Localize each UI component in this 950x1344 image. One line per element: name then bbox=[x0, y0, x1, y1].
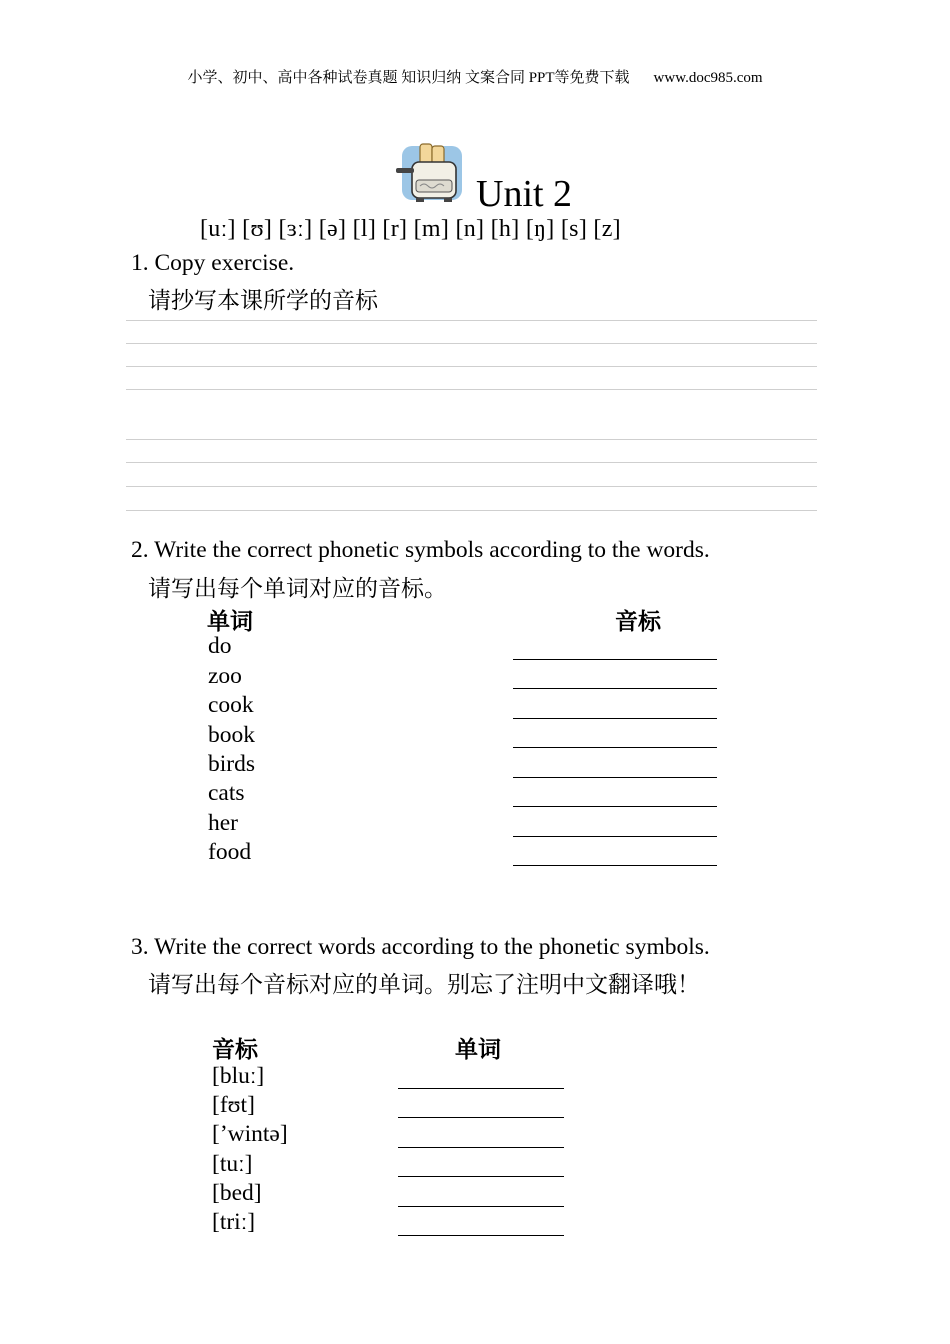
answer-blank[interactable] bbox=[513, 836, 717, 837]
writing-line bbox=[126, 486, 817, 487]
section3-symbol-column-header: 音标 bbox=[212, 1037, 258, 1063]
answer-blank[interactable] bbox=[398, 1176, 564, 1177]
page-header bbox=[0, 66, 950, 87]
section2-instruction: 请写出每个单词对应的音标。 bbox=[148, 576, 447, 602]
section1-heading: 1. Copy exercise. bbox=[131, 250, 295, 276]
unit-title: Unit 2 bbox=[476, 173, 573, 215]
answer-blank[interactable] bbox=[398, 1235, 564, 1236]
section2-heading: 2. Write the correct phonetic symbols according to the words. bbox=[131, 537, 710, 563]
answer-blank[interactable] bbox=[513, 659, 717, 660]
answer-blank[interactable] bbox=[398, 1088, 564, 1089]
word-item: book bbox=[208, 722, 255, 748]
phonetic-item: [fʊt] bbox=[212, 1092, 255, 1118]
answer-blank[interactable] bbox=[513, 865, 717, 866]
section1-instruction: 请抄写本课所学的音标 bbox=[148, 288, 378, 314]
word-item: cats bbox=[208, 780, 245, 806]
phonetic-item: [bluː] bbox=[212, 1063, 265, 1089]
writing-line bbox=[126, 320, 817, 321]
section3-heading: 3. Write the correct words according to the phonetic symbols. bbox=[131, 934, 710, 960]
phonetic-item: [triː] bbox=[212, 1209, 256, 1235]
section3-word-column-header: 单词 bbox=[455, 1037, 501, 1063]
writing-line bbox=[126, 389, 817, 390]
answer-blank[interactable] bbox=[398, 1117, 564, 1118]
section3-instruction: 请写出每个音标对应的单词。别忘了注明中文翻译哦！ bbox=[148, 972, 700, 998]
answer-blank[interactable] bbox=[513, 777, 717, 778]
toaster-clipart bbox=[394, 140, 466, 208]
word-item: cook bbox=[208, 692, 254, 718]
answer-blank[interactable] bbox=[513, 747, 717, 748]
writing-line bbox=[126, 439, 817, 440]
writing-line bbox=[126, 343, 817, 344]
answer-blank[interactable] bbox=[513, 806, 717, 807]
phonetic-symbols-list: [uː] [ʊ] [ɜː] [ə] [l] [r] [m] [n] [h] [ŋ] [s] [z] bbox=[200, 216, 621, 242]
phonetic-item: [tuː] bbox=[212, 1151, 253, 1177]
word-item: birds bbox=[208, 751, 255, 777]
phonetic-item: [bed] bbox=[212, 1180, 262, 1206]
word-item: zoo bbox=[208, 663, 242, 689]
section2-symbol-column-header: 音标 bbox=[615, 609, 661, 635]
answer-blank[interactable] bbox=[513, 688, 717, 689]
answer-blank[interactable] bbox=[513, 718, 717, 719]
writing-line bbox=[126, 462, 817, 463]
section2-word-column-header: 单词 bbox=[207, 609, 253, 635]
header-text: 小学、初中、高中各种试卷真题 知识归纳 文案合同 PPT等免费下载 bbox=[187, 70, 630, 86]
answer-blank[interactable] bbox=[398, 1147, 564, 1148]
writing-line bbox=[126, 366, 817, 367]
phonetic-item: [ʼwintə] bbox=[212, 1121, 288, 1147]
word-item: do bbox=[208, 633, 232, 659]
word-item: food bbox=[208, 839, 252, 865]
header-url: www.doc985.com bbox=[653, 70, 763, 86]
word-item: her bbox=[208, 810, 239, 836]
answer-blank[interactable] bbox=[398, 1206, 564, 1207]
writing-line bbox=[126, 510, 817, 511]
